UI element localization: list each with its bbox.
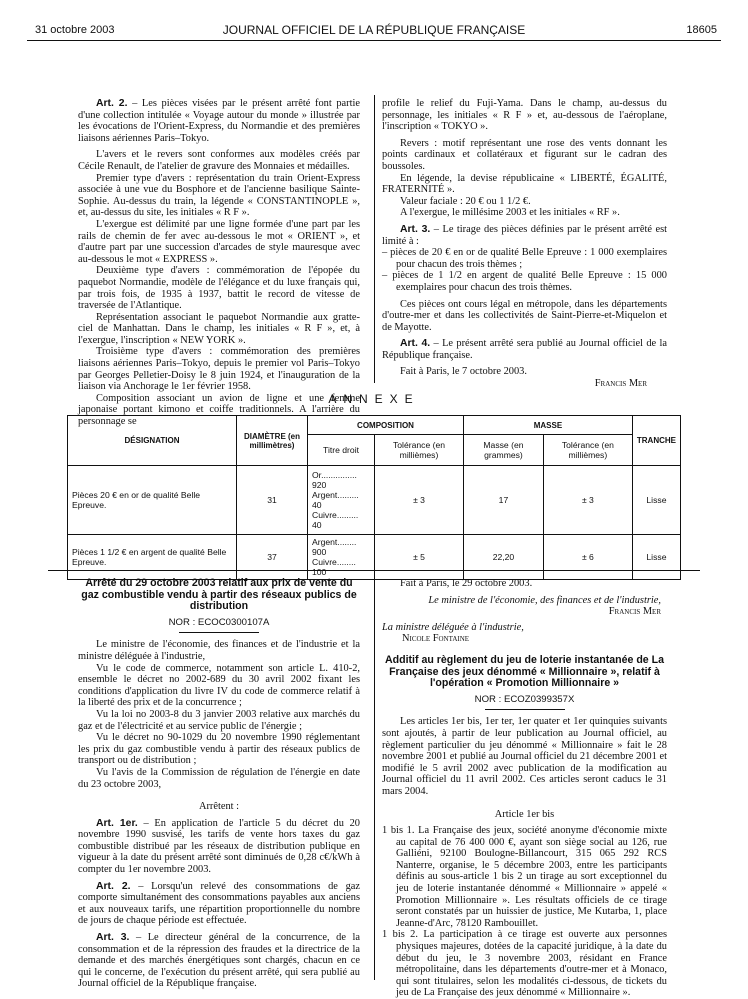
paragraph: Premier type d'avers : représentation du train Orient-Express associée à une vue du Bosphore et de l'ancienne basilique Sainte-Sophie. Au-dessus du train, la légende « CONSTANTINOPLE », et, au-dessus du site, les initiales « R F ». [78, 172, 360, 219]
title-rule [485, 709, 565, 710]
column-header: DIAMÈTRE (en millimètres) [237, 416, 308, 466]
paragraph: L'avers et le revers sont conformes aux modèles créés par Cécile Renault, de l'atelier de gravure des Monnaies et médailles. [78, 149, 360, 172]
bottom-right-column [382, 578, 667, 999]
paragraph: Art. 2. – Lorsqu'un relevé des consommations de gaz comporte simultanément des consommations payables aux anciens et aux nouveaux tarifs, une répartition proportionnelle du nombre de jours de chaque période est effectuée. [78, 880, 360, 927]
paragraph: Art. 4. – Le présent arrêté sera publié au Journal officiel de la République française. [382, 338, 667, 361]
column-header: MASSE [464, 416, 633, 435]
table-cell: Pièces 1 1/2 € en argent de qualité Belle Epreuve. [68, 535, 237, 580]
signature: Nicole Fontaine [402, 633, 470, 645]
page-header [27, 20, 721, 40]
paragraph: Représentation associant le paquebot Normandie aux gratte-ciel de Manhattan. Dans le champ, les initiales « R F », et, à l'exergue, l'inscription « NEW YORK ». [78, 311, 360, 346]
paragraph: Art. 3. – Le tirage des pièces définies par le présent arrêté est limité à : [382, 223, 667, 247]
paragraph: L'exergue est délimité par une ligne formée d'une part par les rails de chemin de fer avec au-dessous le mot « ORIENT », et d'autre part par une succession d'arcades de style mauresque avec au-dessous le mot « EXPRESS ». [78, 218, 360, 265]
additif-title: Additif au règlement du jeu de loterie instantanée de La Française des jeux dénommé « Millionnaire », relatif à l'opération « Promotion Millionnaire » [384, 653, 665, 690]
table-cell: Lisse [632, 535, 680, 580]
title-rule [179, 632, 259, 633]
paragraph: A l'exergue, le millésime 2003 et les initiales « RF ». [400, 207, 620, 219]
table-cell: 37 [237, 535, 308, 580]
article-heading: Article 1er bis [494, 808, 555, 820]
column-header: TRANCHE [632, 416, 680, 466]
paragraph: Ces pièces ont cours légal en métropole, dans les départements d'outre-mer et dans les collectivités de Saint-Pierre-et-Miquelon et de Mayotte. [382, 298, 667, 333]
header-journal-title: JOURNAL OFFICIEL DE LA RÉPUBLIQUE FRANÇAISE [222, 23, 526, 37]
arretent-heading: Arrêtent : [198, 801, 240, 813]
top-right-column [382, 98, 667, 390]
table-cell: ± 6 [543, 535, 632, 580]
decree-title: Arrêté du 29 octobre 2003 relatif aux prix de vente du gaz combustible vendu à partir des réseaux publics de distribution [81, 577, 357, 613]
paragraph: Art. 1er. – En application de l'article 5 du décret du 20 novembre 1990 susvisé, les tarifs de vente hors taxes du gaz combustible distribué par les réseaux de distribution publique en vigueur à la date du présent arrêté sont diminués de 0,28 c€/kWh à compter du 1er novembre 2003. [78, 817, 360, 876]
column-header: Masse (en grammes) [464, 435, 544, 466]
nor-reference: NOR : ECOZ0399357X [474, 693, 575, 705]
table-cell: Pièces 20 € en or de qualité Belle Epreuve. [68, 466, 237, 535]
table-cell: ± 3 [543, 466, 632, 535]
paragraph: Vu le code de commerce, notamment son article L. 410-2, ensemble le décret no 2002-689 du 30 avril 2002 fixant les conditions d'application du livre IV du code de commerce relatif à la liberté des prix et de la concurrence ; [78, 662, 360, 709]
paragraph: profile le relief du Fuji-Yama. Dans le champ, au-dessus du personnage, les initiales « R F » et, au-dessous de l'aéroplane, l'inscription « TOKYO ». [382, 98, 667, 133]
signatory-role: Le ministre de l'économie, des finances et de l'industrie, [428, 594, 661, 606]
column-header: COMPOSITION [308, 416, 464, 435]
paragraph: Fait à Paris, le 29 octobre 2003. [400, 578, 533, 589]
column-header: Tolérance (en millièmes) [543, 435, 632, 466]
table-cell: 17 [464, 466, 544, 535]
nor-reference: NOR : ECOC0300107A [168, 616, 270, 628]
table-cell: ± 3 [375, 466, 464, 535]
column-header: Titre droit [308, 435, 375, 466]
signatory-role: La ministre déléguée à l'industrie, [382, 621, 524, 633]
header-page-number: 18605 [686, 24, 717, 36]
table-cell: Or............... 920 Argent......... 40 Cuivre......... 40 [308, 466, 375, 535]
table-row [68, 466, 681, 535]
signature: Francis Mer [608, 606, 661, 618]
header-date: 31 octobre 2003 [35, 24, 115, 36]
list-item: – pièces de 1 1/2 en argent de qualité Belle Epreuve : 15 000 exemplaires pour chacun des trois thèmes. [382, 270, 667, 293]
annexe-title: ANNEXE [328, 392, 420, 406]
paragraph: 1 bis 2. La participation à ce tirage est ouverte aux personnes physiques majeures, dotées de la capacité juridique, à la date du début du jeu, le 3 novembre 2003, résidant en France métropolitaine, dans les départements d'outre-mer et à Monaco, qui sont titulaires, selon les modalités ci-dessous, de tickets du jeu de La Française des jeux dénommé « Millionnaire ». [382, 929, 667, 999]
table-cell: 31 [237, 466, 308, 535]
table-cell: Argent........ 900 Cuivre........ 100 [308, 535, 375, 580]
table-header-row [68, 416, 681, 435]
paragraph: Le ministre de l'économie, des finances et de l'industrie et la ministre déléguée à l'industrie, [78, 639, 360, 662]
column-divider [374, 570, 375, 980]
column-header: Tolérance (en millièmes) [375, 435, 464, 466]
list-item: – pièces de 20 € en or de qualité Belle Epreuve : 1 000 exemplaires pour chacun des trois thèmes ; [382, 247, 667, 270]
paragraph: En légende, la devise républicaine « LIBERTÉ, ÉGALITÉ, FRATERNITÉ ». [382, 172, 667, 196]
header-rule [27, 40, 721, 41]
paragraph: Vu la loi no 2003-8 du 3 janvier 2003 relative aux marchés du gaz et de l'électricité et au service public de l'énergie ; [78, 708, 360, 732]
paragraph: Fait à Paris, le 7 octobre 2003. [400, 366, 527, 378]
paragraph: Vu le décret no 90-1029 du 20 novembre 1990 réglementant les prix du gaz combustible vendu à partir des réseaux publics de transport ou de distribution ; [78, 732, 360, 767]
bottom-left-column [78, 578, 360, 990]
signature: Francis Mer [594, 378, 647, 390]
column-divider [374, 95, 375, 383]
paragraph: Troisième type d'avers : commémoration des premières liaisons aériennes Paris–Tokyo, depuis le premier vol Paris–Tokyo par Georges Pelletier-Doisy le 8 juin 1924, et l'inauguration de la liaison via Anchorage le 1er février 1958. [78, 346, 360, 393]
paragraph: Valeur faciale : 20 € ou 1 1/2 €. [400, 195, 531, 207]
paragraph: Deuxième type d'avers : commémoration de l'épopée du paquebot Normandie, modèle de l'élégance et du luxe français qui, par trois fois, de 1935 à 1937, battit le record de vitesse de traversée de l'Atlantique. [78, 265, 360, 312]
paragraph: Art. 2. – Les pièces visées par le présent arrêté font partie d'une collection intitulée « Voyage autour du monde » illustrée par les évocations de l'Orient-Express, du Normandie et des premières liaisons aériennes Paris–Tokyo. [78, 98, 360, 144]
annexe-table [67, 415, 681, 580]
paragraph: Revers : motif représentant une rose des vents donnant les points cardinaux et collatéraux et figurant sur le cadran des boussoles. [382, 137, 667, 172]
paragraph: Art. 3. – Le directeur général de la concurrence, de la consommation et de la répression des fraudes et la directrice de la demande et des marchés énergétiques sont chargés, chacun en ce qui le concerne, de l'exécution du présent arrêté, qui sera publié au Journal officiel de la République française. [78, 932, 360, 990]
table-cell: ± 5 [375, 535, 464, 580]
top-left-column [78, 98, 360, 428]
column-header: DÉSIGNATION [68, 416, 237, 466]
table-cell: Lisse [632, 466, 680, 535]
paragraph: Composition associant un avion de ligne et une femme japonaise portant kimono et coiffe traditionnels. A l'arrière du personnage se [78, 392, 360, 428]
paragraph: 1 bis 1. La Française des jeux, société anonyme d'économie mixte au capital de 76 400 000 €, ayant son siège social au 126, rue Galliéni, 92100 Boulogne-Billancourt, 315 065 292 RCS Nanterre, organise, le 5 décembre 2003, entre les participants définis au sous-article 1 bis 2 un tirage au sort exceptionnel du jeu de loterie instantanée dénommé « Millionnaire » appelé « Promotion Millionnaire ». Les résultats officiels de ce tirage seront constatés par un huissier de justice, Me Kutarba, 1, place Jeanne-d'Arc, 78120 Rambouillet. [382, 825, 667, 929]
paragraph: Les articles 1er bis, 1er ter, 1er quater et 1er quinquies suivants sont ajoutés, à partir de leur publication au Journal officiel, au règlement particulier du jeu dénommé « Millionnaire » fait le 28 novembre 2001 et publié au Journal officiel du 21 décembre 2001 et modifié le 5 avril 2002 avec publication de la modification au Journal officiel du 11 avril 2002. Ces articles seront caducs le 31 mars 2004. [382, 716, 667, 797]
table-cell: 22,20 [464, 535, 544, 580]
paragraph: Vu l'avis de la Commission de régulation de l'énergie en date du 23 octobre 2003, [78, 766, 360, 790]
